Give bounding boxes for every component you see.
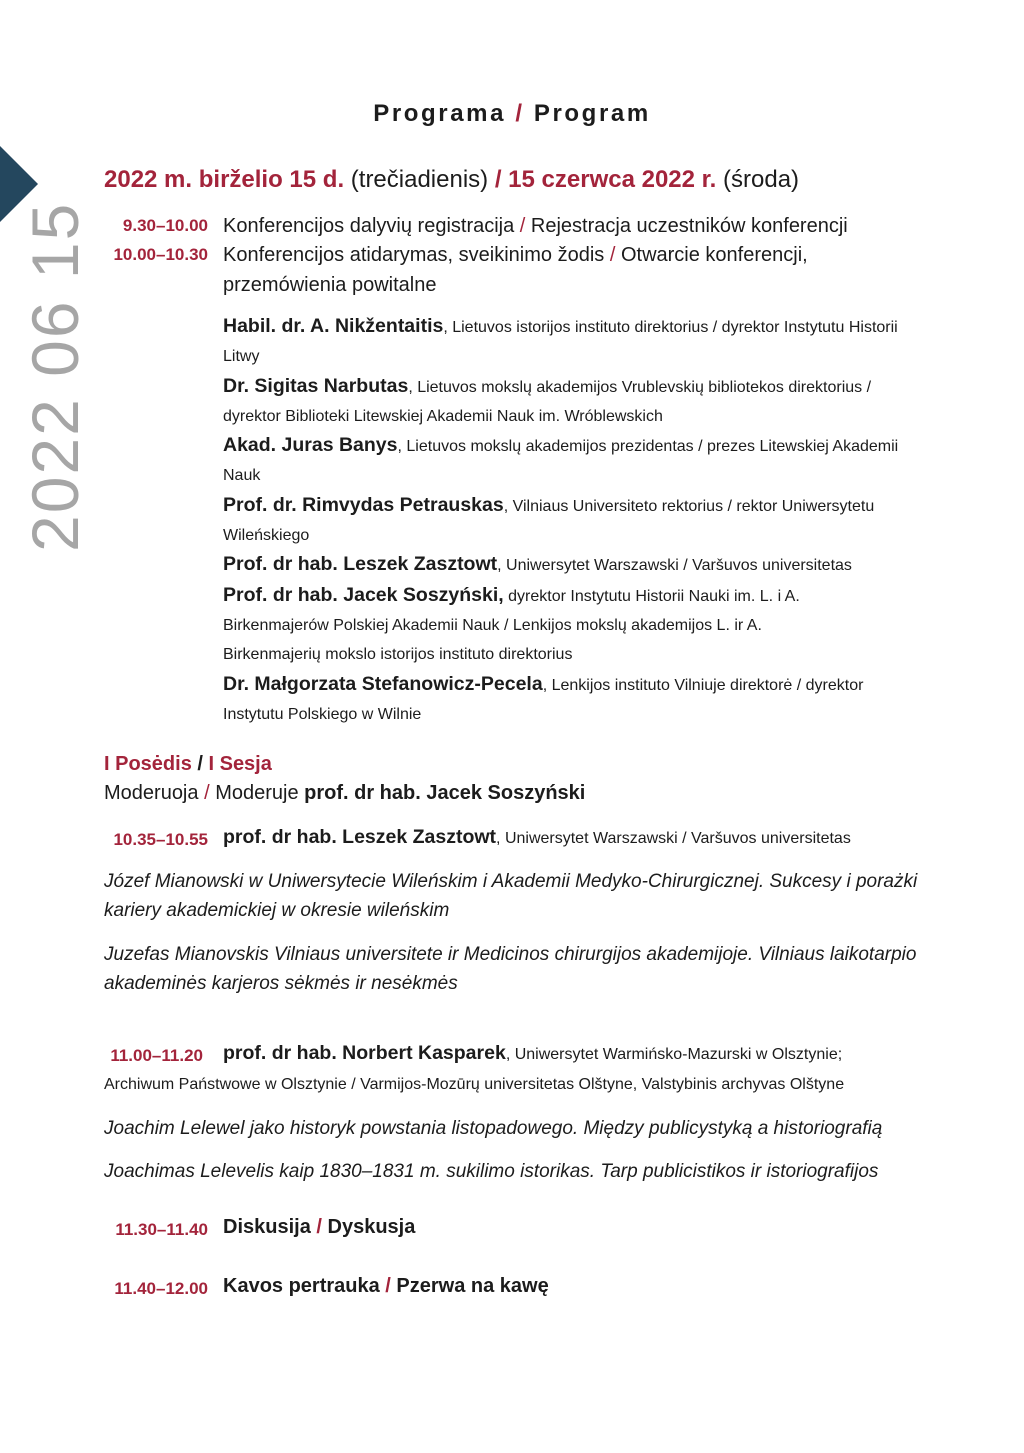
talk-time: 10.35–10.55 [113,830,208,849]
break-separator: / [379,1275,397,1297]
speaker-role: , Vilniaus Universiteto rektorius / rektor Uniwersytetu Wileńskiego [223,497,875,545]
speaker-entry [223,491,928,551]
agenda-text-lt: Konferencijos dalyvių registracija [223,215,515,237]
agenda-text [223,211,923,241]
speaker-role: , Lietuvos istorijos instituto direktorius / dyrektor Instytutu Historii Litwy [223,319,898,366]
break-separator: / [310,1216,328,1238]
talk-speaker [223,826,851,849]
speaker-entry [223,670,928,730]
agenda-time: 9.30–10.00 [122,216,208,235]
speaker-role: , Lietuvos mokslų akademijos Vrublevskių bibliotekos direktorius / dyrektor Biblioteki Litewskiej Akademii Nauk im. Wróblewskich [223,378,872,425]
talk-speaker-name: prof. dr hab. Norbert Kasparek [223,1042,506,1064]
break-label [223,1275,549,1298]
session-moderator [104,782,585,805]
speaker-entry [223,431,928,491]
side-date-label: 2022 06 15 [18,201,92,552]
speaker-name: Akad. Juras Banys [223,434,398,457]
speaker-role: dyrektor Instytutu Historii Nauki im. L. i A. Birkenmajerów Polskiej Akademii Nauk / Lenkijos mokslų akademijos L. ir A. Birkenmajerių mokslo istorijos instituto direktorius [223,587,800,664]
speaker-entry [223,581,803,670]
speaker-name: Prof. dr hab. Leszek Zasztowt [223,553,498,576]
break-time: 11.40–12.00 [114,1279,208,1298]
speaker-name: Prof. dr hab. Jacek Soszyński, [223,583,504,606]
moderator-label-lt: Moderuoja [104,782,199,804]
moderator-separator: / [198,782,216,804]
session-title-lt: I Posėdis [104,753,192,775]
moderator-label-pl: Moderuje [215,782,305,804]
talk-time: 11.00–11.20 [110,1046,203,1065]
day-pl-date: 15 czerwca 2022 r. [508,166,717,193]
break-label-pl: Pzerwa na kawę [396,1275,549,1297]
talk-speaker [223,1042,842,1065]
agenda-text-pl: Rejestracja uczestników konferencji [530,215,848,237]
speaker-name: Dr. Sigitas Narbutas [223,374,409,397]
talk-affiliation-line2: Archiwum Państwowe w Olsztynie / Varmijos-Mozūrų universitetas Olštyne, Valstybinis archyvas Olštyne [104,1076,845,1093]
speaker-role: , Uniwersytet Warszawski / Varšuvos universitetas [497,557,852,575]
agenda-text-lt: Konferencijos atidarymas, sveikinimo žodis [223,244,605,266]
agenda-text-pl: Otwarcie konferencji, przemówienia powitalne [223,244,808,296]
moderator-name: prof. dr hab. Jacek Soszyński [304,782,586,804]
talk-title-lt: Juzefas Mianovskis Vilniaus universitete ir Medicinos chirurgijos akademijoje. Vilniaus laikotarpio akademinės karjeros sėkmės ir nesėkmės [104,944,917,994]
speaker-list [223,312,928,729]
speaker-name: Habil. dr. A. Nikžentaitis [223,315,444,337]
title-lt: Programa [373,100,507,127]
day-lt-date: 2022 m. birželio 15 d. [104,166,345,193]
title-separator: / [506,100,534,127]
agenda-separator: / [514,215,531,237]
day-separator: / [488,166,509,193]
speaker-entry [223,312,928,372]
session-title [104,753,272,776]
talk-title-pl: Joachim Lelewel jako historyk powstania listopadowego. Między publicystyką a historiografią [104,1118,883,1139]
day-pl-weekday: (środa) [716,166,800,193]
break-label-pl: Dyskusja [327,1216,416,1238]
day-header [104,166,799,194]
session-title-pl: I Sesja [208,753,272,775]
break-time: 11.30–11.40 [115,1220,208,1239]
speaker-name: Dr. Małgorzata Stefanowicz-Pecela [223,672,543,695]
talk-speaker-name: prof. dr hab. Leszek Zasztowt [223,826,497,848]
talk-title-lt: Joachimas Lelevelis kaip 1830–1831 m. sukilimo istorikas. Tarp publicistikos ir istoriografijos [104,1161,879,1182]
speaker-role: , Lenkijos instituto Vilniuje direktorė / dyrektor Instytutu Polskiego w Wilnie [223,676,864,723]
session-separator: / [191,753,209,775]
talk-affiliation: , Uniwersytet Warmińsko-Mazurski w Olsztynie; [505,1046,843,1063]
talk-title-pl: Józef Mianowski w Uniwersytecie Wileńskim i Akademii Medyko-Chirurgicznej. Sukcesy i porażki kariery akademickiej w okresie wileńskim [104,871,918,921]
speaker-name: Prof. dr. Rimvydas Petrauskas [223,493,504,516]
break-label [223,1216,415,1239]
speaker-entry [223,372,928,432]
page-title [0,100,1024,128]
break-label-lt: Diskusija [223,1216,311,1238]
day-lt-weekday: (trečiadienis) [344,166,489,193]
agenda-text [223,240,863,300]
break-label-lt: Kavos pertrauka [223,1275,380,1297]
agenda-separator: / [604,244,621,266]
speaker-entry [223,550,928,580]
agenda-time: 10.00–10.30 [113,245,208,264]
talk-affiliation: , Uniwersytet Warszawski / Varšuvos universitetas [496,830,851,847]
speaker-role: , Lietuvos mokslų akademijos prezidentas / prezes Litewskiej Akademii Nauk [223,438,899,485]
title-pl: Program [533,100,651,127]
